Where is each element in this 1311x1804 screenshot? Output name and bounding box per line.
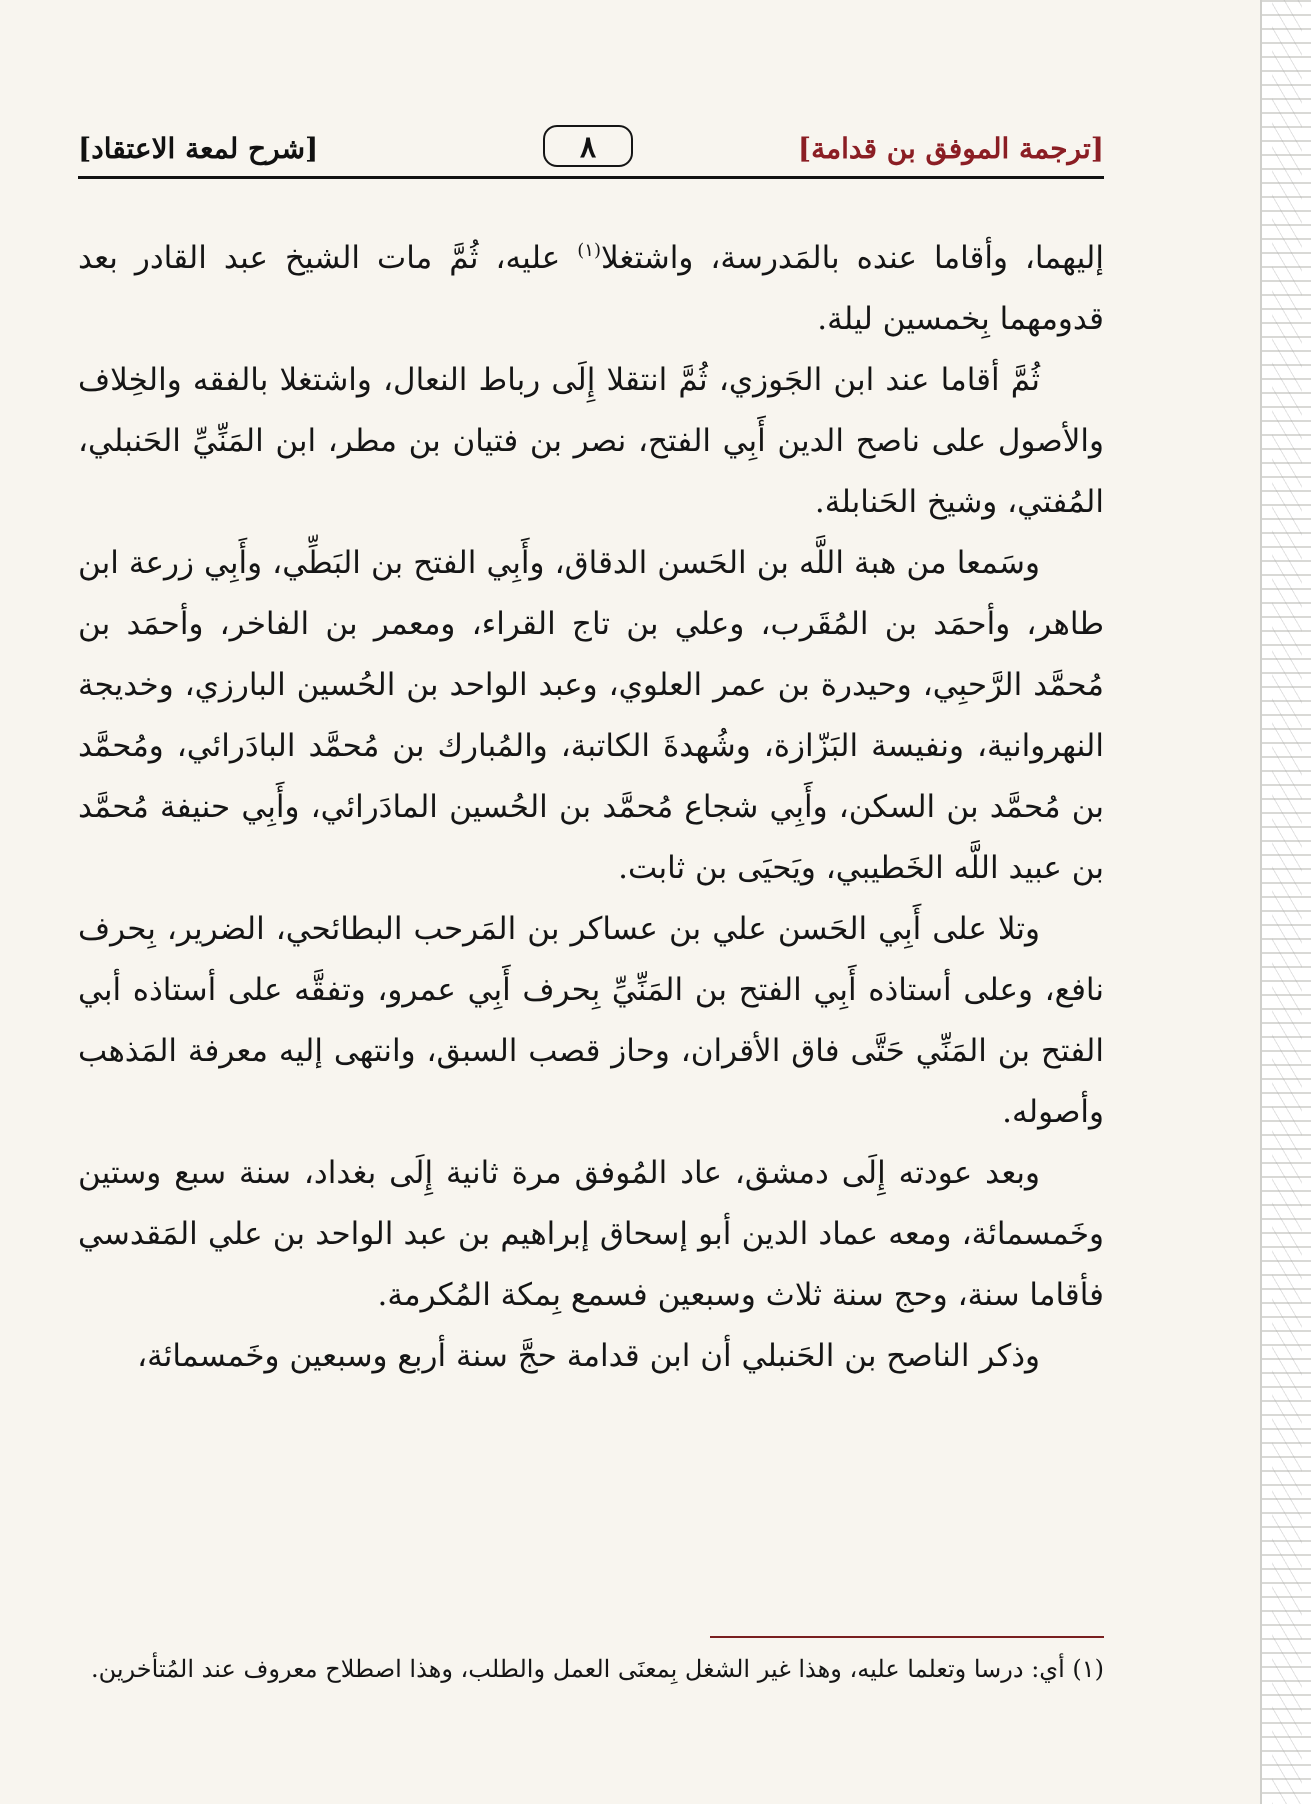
book-title: [شرح لمعة الاعتقاد]: [78, 132, 319, 165]
paragraph-3: وسَمعا من هبة اللَّه بن الحَسن الدقاق، وأَبِي الفتح بن البَطِّي، وأَبِي زرعة ابن طاهر، وأحمَد بن المُقَرب، وعلي بن تاج القراء، ومعمر بن الفاخر، وأحمَد بن مُحمَّد الرَّحبِي، وحيدرة بن عمر العلوي، وعبد الواحد بن الحُسين البارزي، وخديجة النهروانية، ونفيسة البَزّازة، وشُهدةَ الكاتبة، والمُبارك بن مُحمَّد البادَرائي، ومُحمَّد بن مُحمَّد بن السكن، وأَبِي شجاع مُحمَّد بن الحُسين المادَرائي، وأَبِي حنيفة مُحمَّد بن عبيد اللَّه الخَطيبي، ويَحيَى بن ثابت.: [78, 545, 1104, 886]
paragraph-2: ثُمَّ أقاما عند ابن الجَوزي، ثُمَّ انتقلا إِلَى رباط النعال، واشتغلا بالفقه والخِلاف والأصول على ناصح الدين أَبِي الفتح، نصر بن فتيان بن مطر، ابن المَنِّيِّ الحَنبلي، المُفتي، وشيخ الحَنابلة.: [78, 362, 1104, 520]
page-edge: [1260, 0, 1311, 1804]
chapter-title: [ترجمة الموفق بن قدامة]: [797, 132, 1104, 165]
footnote-marker: (١): [577, 240, 601, 261]
footnote: (١) أي: درسا وتعلما عليه، وهذا غير الشغل بِمعنَى العمل والطلب، وهذا اصطلاح معروف عند المُتأخرين.: [90, 1655, 1104, 1683]
paragraph-1-part-2: عليه، ثُمَّ مات الشيخ عبد القادر بعد قدومهما بِخمسين ليلة.: [78, 240, 1104, 337]
running-header: [78, 120, 1104, 180]
main-text: [78, 220, 1104, 1387]
header-divider: [78, 176, 1104, 179]
paragraph-1-part-1: إليهما، وأقاما عنده بالمَدرسة، واشتغلا: [601, 240, 1104, 276]
paragraph-4: وتلا على أَبِي الحَسن علي بن عساكر بن المَرحب البطائحي، الضرير، بِحرف نافع، وعلى أستاذه أَبِي الفتح بن المَنِّيِّ بِحرف أَبِي عمرو، وتفقَّه على أستاذه أبي الفتح بن المَنِّي حَتَّى فاق الأقران، وحاز قصب السبق، وانتهى إليه معرفة المَذهب وأصوله.: [78, 911, 1104, 1130]
paragraph-6: وذكر الناصح بن الحَنبلي أن ابن قدامة حجَّ سنة أربع وسبعين وخَمسمائة،: [137, 1338, 1040, 1374]
paragraph-5: وبعد عودته إِلَى دمشق، عاد المُوفق مرة ثانية إِلَى بغداد، سنة سبع وستين وخَمسمائة، ومعه عماد الدين أبو إسحاق إبراهيم بن عبد الواحد بن علي المَقدسي فأقاما سنة، وحج سنة ثلاث وسبعين فسمع بِمكة المُكرمة.: [78, 1155, 1104, 1313]
page-number: ٨: [543, 125, 633, 167]
paragraph-1: [78, 220, 1104, 350]
footnote-divider: [710, 1636, 1104, 1638]
